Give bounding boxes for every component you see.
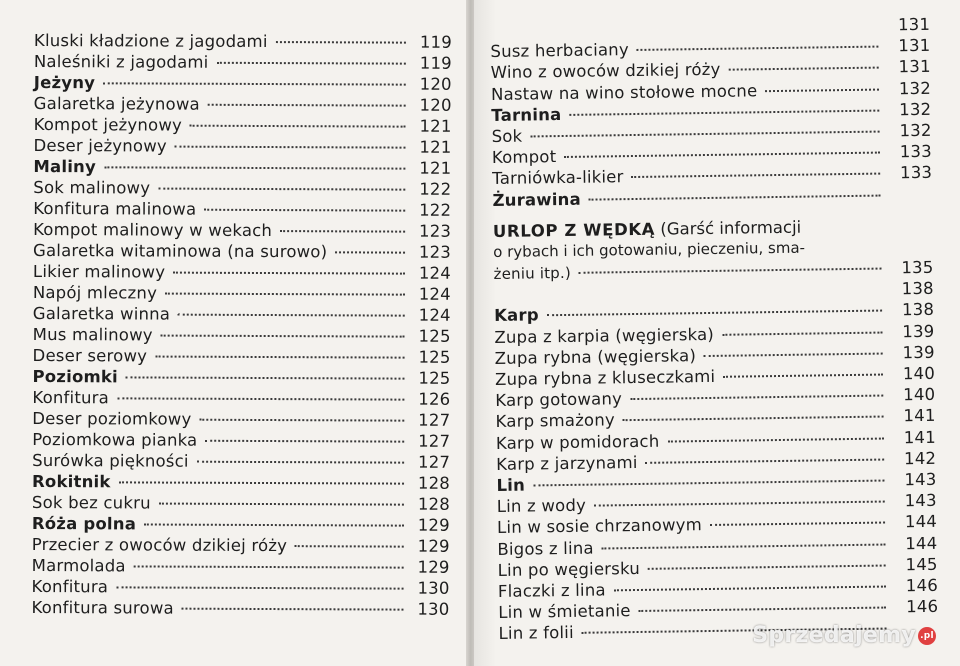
- entry-title: Deser poziomkowy: [32, 408, 192, 429]
- leader-dots: [295, 545, 404, 547]
- entry-title: Róża polna: [31, 513, 137, 534]
- entry-title: Zupa rybna z kluseczkami: [494, 366, 716, 389]
- leader-dots: [594, 501, 885, 507]
- index-entry: [34, 93, 452, 116]
- entry-title: Konfitura: [31, 576, 109, 597]
- index-entry: [32, 534, 450, 557]
- entry-page-number: 125: [418, 326, 451, 346]
- leader-dots: [630, 395, 883, 401]
- leader-dots: [205, 440, 404, 443]
- right-top-entries: [490, 14, 933, 211]
- entry-page-number: 144: [904, 512, 938, 532]
- leader-dots: [276, 41, 406, 44]
- entry-page-number: 124: [418, 284, 451, 304]
- leader-dots: [134, 565, 404, 568]
- entry-title: Kluski kładzione z jagodami: [33, 30, 268, 52]
- entry-title: Kompot malinowy w wekach: [33, 219, 273, 241]
- section-desc-page: 135: [901, 257, 934, 278]
- leader-dots: [623, 416, 884, 422]
- entry-page-number: 130: [417, 578, 450, 598]
- entry-page-number: 127: [417, 452, 451, 472]
- entry-page-number: 141: [903, 427, 936, 447]
- entry-page-number: 121: [419, 158, 452, 178]
- entry-title: Wino z owoców dzikiej róży: [490, 60, 721, 83]
- entry-title: Lin: [496, 475, 526, 495]
- leader-dots: [165, 293, 405, 296]
- leader-dots: [646, 458, 885, 463]
- index-entry: [33, 198, 451, 221]
- entry-page-number: 124: [418, 305, 451, 325]
- index-entry: [33, 282, 451, 305]
- leader-dots: [173, 272, 405, 275]
- leader-dots: [589, 194, 881, 200]
- entry-title: Sok bez cukru: [31, 492, 151, 513]
- entry-page-number: 139: [902, 342, 935, 363]
- leader-dots: [199, 419, 404, 422]
- leader-dots: [182, 608, 404, 611]
- leader-dots: [116, 586, 403, 589]
- leader-dots: [502, 289, 882, 296]
- index-entry: [33, 177, 451, 200]
- entry-title: Poziomki: [32, 366, 118, 387]
- entry-page-number: 123: [418, 242, 452, 262]
- index-heading: [32, 513, 450, 536]
- entry-page-number: 121: [419, 116, 452, 136]
- leader-dots: [530, 131, 879, 138]
- entry-title: Kompot jeżynowy: [33, 114, 183, 135]
- index-heading: [34, 72, 452, 95]
- entry-page-number: 146: [906, 596, 939, 617]
- entry-title: Naleśniki z jagodami: [33, 51, 209, 72]
- entry-title: Sok: [491, 126, 523, 146]
- index-entry: [32, 492, 450, 515]
- entry-page-number: 132: [898, 78, 932, 98]
- entry-page-number: 127: [418, 431, 451, 451]
- entry-title: Kompot: [491, 147, 557, 168]
- entry-page-number: 140: [903, 385, 936, 405]
- entry-page-number: 131: [898, 57, 931, 77]
- entry-title: Karp smażony: [495, 410, 616, 432]
- leader-dots: [216, 62, 405, 65]
- entry-page-number: 143: [904, 490, 937, 511]
- entry-page-number: 129: [417, 536, 450, 556]
- entry-title: Likier malinowy: [32, 261, 166, 282]
- entry-title: Susz herbaciany: [490, 40, 629, 62]
- entry-page-number: 121: [419, 137, 452, 157]
- entry-page-number: 131: [897, 14, 931, 35]
- entry-title: Żurawina: [492, 189, 582, 210]
- leader-dots: [144, 523, 404, 526]
- index-entry: [33, 345, 451, 368]
- right-bottom-entries: [494, 278, 939, 644]
- leader-dots: [190, 125, 406, 128]
- entry-page-number: [887, 199, 933, 200]
- leader-dots: [723, 374, 883, 378]
- entry-title: Lin z folii: [498, 623, 574, 644]
- leader-dots: [729, 67, 879, 71]
- entry-title: Karp gotowany: [495, 389, 623, 411]
- entry-page-number: 132: [899, 120, 932, 141]
- left-index-list: [31, 30, 452, 620]
- entry-page-number: 146: [905, 575, 939, 596]
- entry-page-number: 125: [418, 347, 451, 367]
- leader-dots: [159, 503, 404, 506]
- leader-dots: [155, 356, 404, 359]
- leader-dots: [161, 335, 405, 338]
- index-entry: [32, 408, 450, 431]
- entry-title: Zupa z karpia (węgierska): [494, 324, 715, 347]
- leader-dots: [648, 564, 886, 569]
- entry-page-number: 120: [419, 74, 452, 94]
- entry-title: Marmolada: [31, 555, 126, 576]
- index-entry: [32, 555, 450, 578]
- entry-page-number: 132: [899, 99, 932, 120]
- leader-dots: [178, 314, 405, 317]
- entry-page-number: 131: [898, 36, 931, 56]
- entry-title: Zupa rybna (węgierska): [494, 345, 697, 368]
- entry-page-number: 119: [419, 53, 452, 73]
- entry-title: Poziomkowa pianka: [32, 429, 198, 450]
- entry-page-number: 129: [417, 557, 450, 577]
- entry-page-number: 124: [418, 263, 451, 283]
- leader-dots: [126, 376, 405, 379]
- entry-page-number: 119: [419, 32, 452, 52]
- entry-page-number: 139: [902, 321, 935, 341]
- section-title-rest: (Garść informacji: [654, 217, 802, 239]
- entry-title: Napój mleczny: [32, 282, 158, 303]
- index-entry: [32, 576, 450, 599]
- entry-page-number: 138: [901, 300, 935, 320]
- entry-title: Tarnina: [491, 104, 562, 125]
- leader-dots: [564, 152, 880, 158]
- leader-dots: [579, 268, 882, 274]
- entry-title: Przecier z owoców dzikiej róży: [31, 534, 288, 556]
- leader-dots: [533, 479, 884, 486]
- entry-page-number: 138: [901, 279, 934, 299]
- entry-title: Galaretka witaminowa (na surowo): [32, 240, 328, 262]
- leader-dots: [498, 25, 878, 32]
- leader-dots: [710, 522, 885, 526]
- leader-dots: [197, 461, 404, 464]
- leader-dots: [637, 46, 879, 51]
- entry-page-number: 128: [417, 473, 451, 493]
- leader-dots: [119, 481, 404, 484]
- entry-page-number: 145: [905, 554, 938, 574]
- entry-title: Tarniówka-likier: [492, 167, 624, 189]
- leader-dots: [667, 437, 883, 442]
- leader-dots: [280, 230, 405, 233]
- leader-dots: [722, 331, 882, 335]
- entry-title: Lin z wody: [496, 495, 587, 517]
- watermark-text: Sprzedajemy: [752, 623, 916, 648]
- leader-dots: [569, 109, 879, 115]
- entry-title: Deser jeżynowy: [33, 135, 167, 156]
- entry-page-number: 122: [419, 179, 452, 199]
- entry-title: Deser serowy: [32, 345, 148, 366]
- leader-dots: [117, 397, 404, 400]
- index-entry: [33, 261, 451, 284]
- entry-page-number: 125: [418, 368, 451, 388]
- entry-title: Galaretka jeżynowa: [33, 93, 200, 114]
- leader-dots: [175, 146, 406, 149]
- section-desc-line1: o rybach i ich gotowaniu, pieczeniu, sma-: [493, 238, 806, 261]
- index-entry: [33, 135, 451, 158]
- section-desc-line2: żeniu itp.): [493, 263, 572, 284]
- index-entry: [33, 324, 451, 347]
- entry-title: Galaretka winna: [32, 303, 171, 324]
- entry-title: Rokitnik: [31, 471, 111, 492]
- leader-dots: [158, 188, 405, 191]
- index-entry: [33, 240, 451, 263]
- index-entry: [32, 429, 450, 452]
- entry-title: Karp w pomidorach: [495, 431, 660, 453]
- entry-title: Konfitura: [32, 387, 110, 408]
- leader-dots: [704, 352, 883, 356]
- entry-title: Maliny: [33, 156, 97, 177]
- leader-dots: [632, 173, 881, 178]
- entry-page-number: 129: [417, 515, 450, 535]
- entry-title: Surówka piękności: [32, 450, 189, 471]
- entry-title: Konfitura malinowa: [33, 198, 197, 219]
- right-page: [474, 0, 960, 666]
- watermark-badge: .pl: [918, 627, 936, 645]
- index-entry: [31, 597, 449, 620]
- entry-page-number: 141: [903, 406, 936, 426]
- index-entry: [33, 303, 451, 326]
- section-title-bold: URLOP Z WĘDKĄ: [492, 219, 656, 241]
- index-entry: [34, 30, 452, 53]
- leader-dots: [765, 88, 879, 92]
- right-index-list: [490, 14, 939, 645]
- entry-page-number: 133: [899, 163, 933, 183]
- entry-page-number: 143: [904, 469, 937, 490]
- leader-dots: [104, 166, 405, 169]
- leader-dots: [547, 310, 882, 317]
- entry-title: Lin w śmietanie: [498, 601, 631, 623]
- entry-title: Jeżyny: [33, 72, 96, 93]
- index-entry: [33, 219, 451, 242]
- leader-dots: [614, 585, 886, 591]
- index-entry: [34, 51, 452, 74]
- left-page: [0, 0, 468, 666]
- leader-dots: [204, 209, 405, 212]
- entry-title: Sok malinowy: [33, 177, 151, 198]
- entry-page-number: 144: [905, 533, 938, 553]
- entry-page-number: 123: [418, 221, 452, 241]
- entry-page-number: 126: [418, 389, 451, 409]
- entry-title: Lin w sosie chrzanowym: [496, 515, 703, 538]
- leader-dots: [103, 82, 406, 85]
- entry-page-number: 128: [417, 494, 450, 514]
- entry-title: Flaczki z lina: [497, 580, 606, 601]
- entry-page-number: 130: [417, 599, 450, 619]
- entry-page-number: 127: [418, 410, 451, 430]
- index-entry: [32, 450, 450, 473]
- index-entry: [32, 387, 450, 410]
- leader-dots: [602, 543, 886, 549]
- entry-title: Karp z jarzynami: [496, 452, 638, 474]
- entry-title: Mus malinowy: [32, 324, 153, 345]
- entry-page-number: 122: [419, 200, 452, 220]
- entry-page-number: 120: [419, 95, 452, 115]
- entry-title: Karp: [493, 305, 539, 326]
- entry-page-number: 140: [902, 363, 936, 384]
- leader-dots: [208, 104, 406, 107]
- leader-dots: [639, 607, 887, 612]
- entry-title: Lin po węgiersku: [497, 558, 641, 580]
- index-heading: [32, 471, 450, 494]
- index-heading: [32, 366, 450, 389]
- index-heading: [33, 156, 451, 179]
- entry-title: Nastaw na wino stołowe mocne: [490, 80, 758, 104]
- watermark-logo: [752, 623, 936, 648]
- index-entry: [34, 114, 452, 137]
- entry-page-number: 133: [899, 141, 933, 162]
- entry-page-number: 142: [903, 448, 937, 469]
- entry-title: Konfitura surowa: [31, 597, 174, 618]
- leader-dots: [335, 251, 405, 253]
- entry-title: Bigos z lina: [497, 538, 594, 559]
